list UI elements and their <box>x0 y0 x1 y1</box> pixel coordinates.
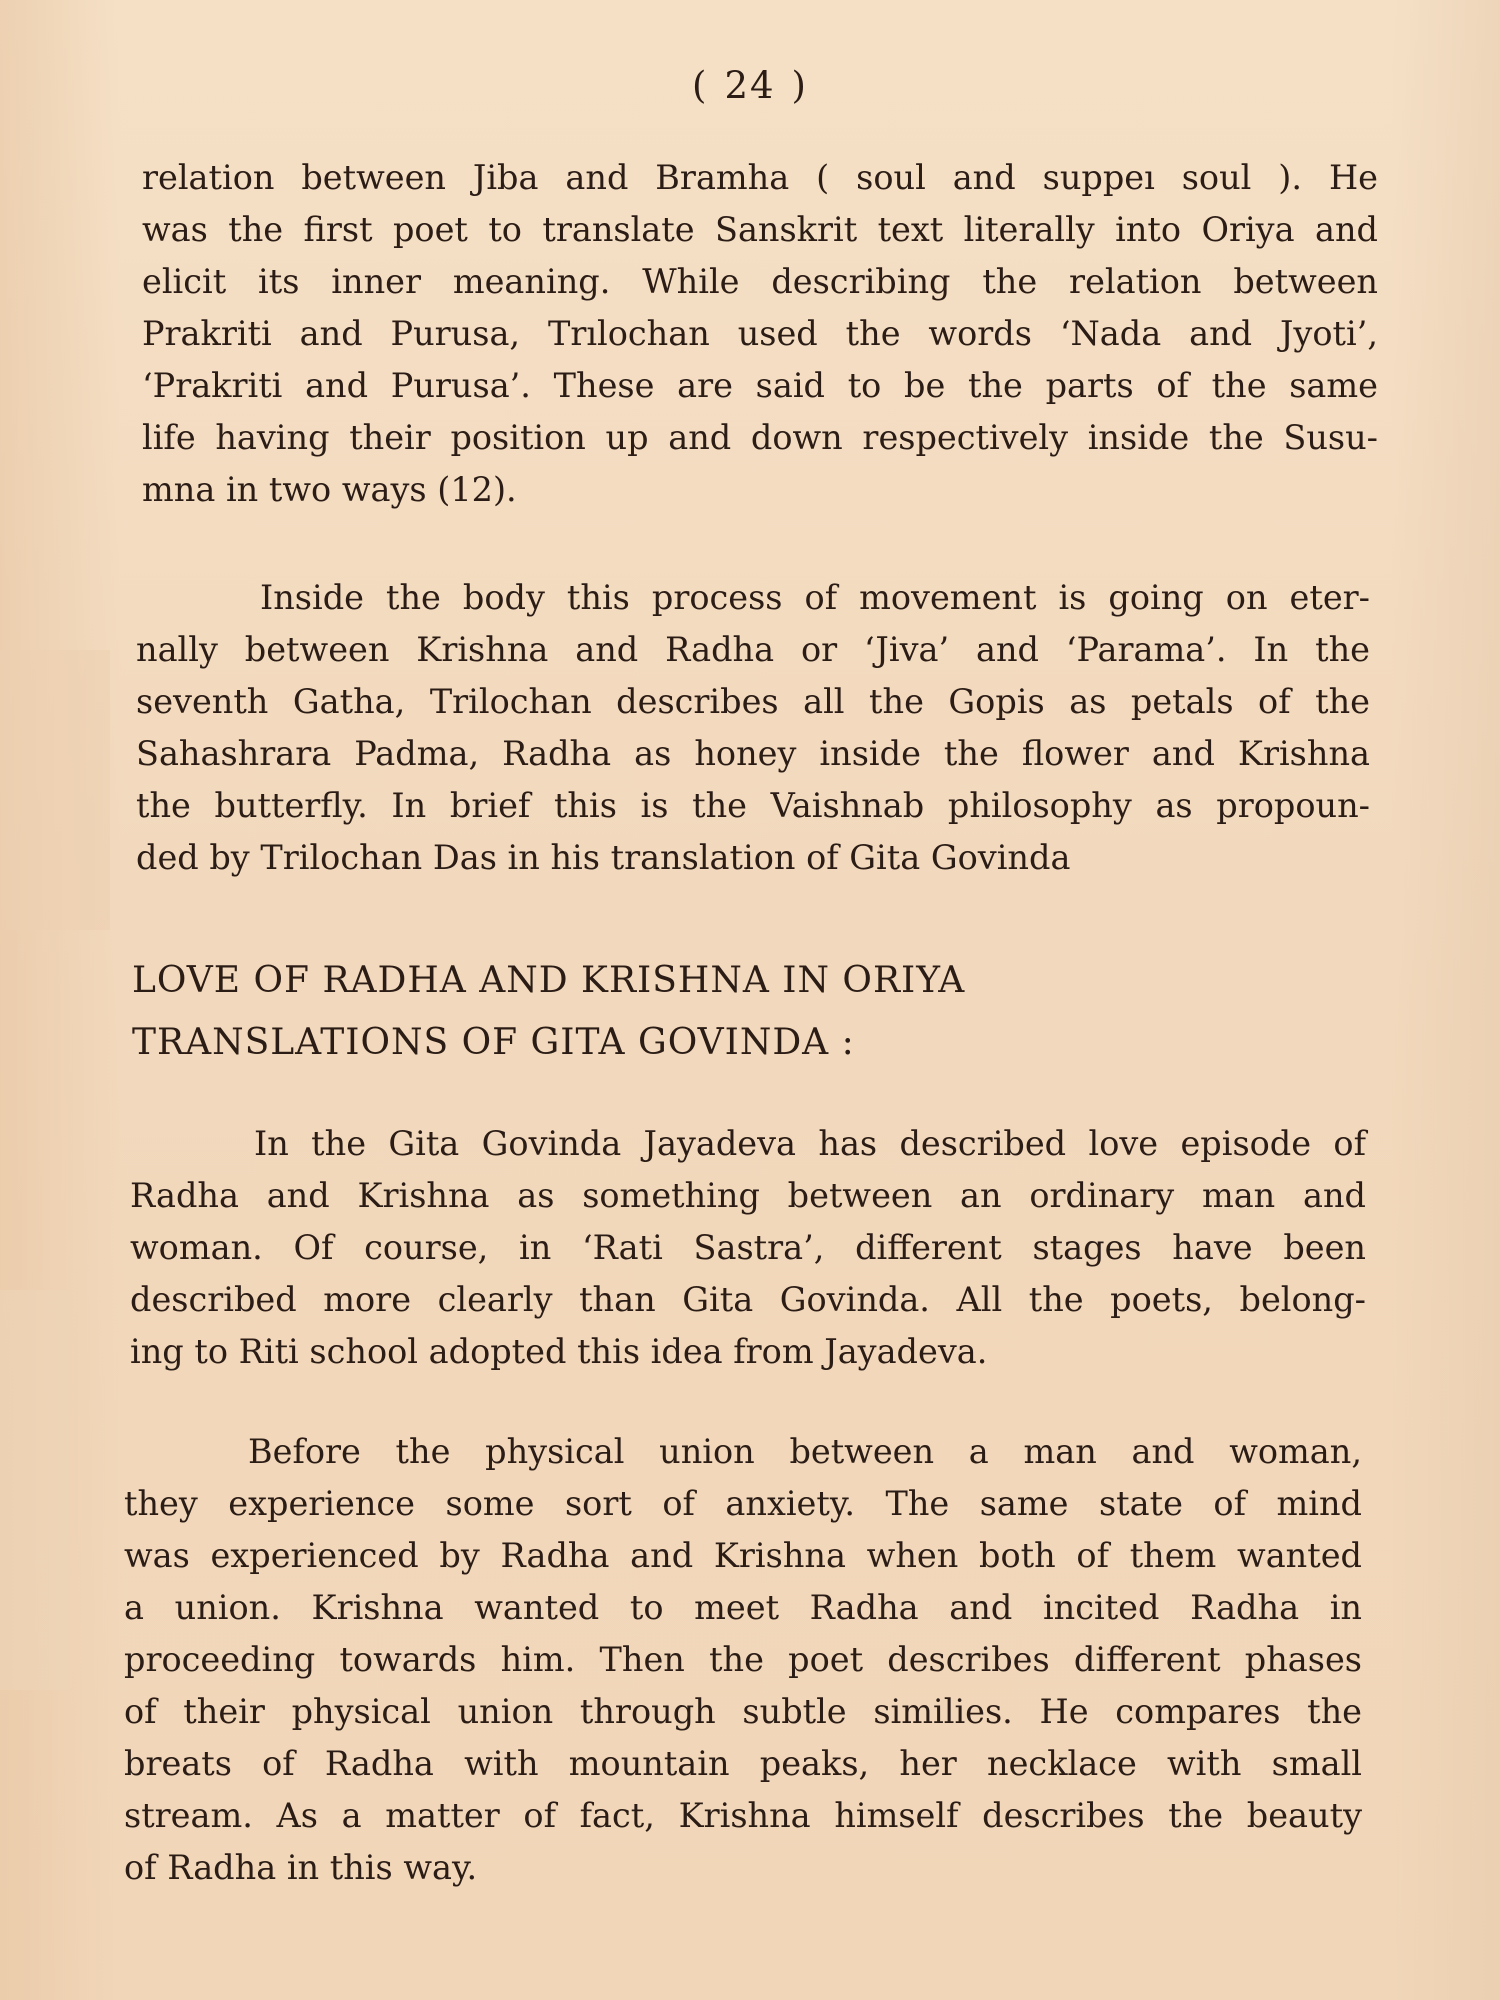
paper-shading <box>0 650 110 930</box>
text-line: stream. As a matter of fact, Krishna himself describes the beauty <box>124 1796 1362 1835</box>
text-line: In the Gita Govinda Jayadeva has described love episode of <box>254 1124 1366 1163</box>
text-line: seventh Gatha, Trilochan describes all the Gopis as petals of the <box>136 682 1370 721</box>
text-line: breats of Radha with mountain peaks, her necklace with small <box>124 1744 1362 1783</box>
text-line: ing to Riti school adopted this idea from Jayadeva. <box>130 1332 988 1371</box>
text-line: woman. Of course, in ‘Rati Sastra’, different stages have been <box>130 1228 1366 1267</box>
text-line: described more clearly than Gita Govinda. All the poets, belong- <box>130 1280 1366 1319</box>
text-line: proceeding towards him. Then the poet describes different phases <box>124 1640 1362 1679</box>
text-line: elicit its inner meaning. While describing the relation between <box>142 262 1378 301</box>
text-line: ded by Trilochan Das in his translation of Gita Govinda <box>136 838 1071 877</box>
text-line: Before the physical union between a man and woman, <box>248 1432 1362 1471</box>
text-line: ‘Prakriti and Purusa’. These are said to be the parts of the same <box>142 366 1378 405</box>
text-line: Prakriti and Purusa, Trılochan used the words ‘Nada and Jyoti’, <box>142 314 1378 353</box>
heading-line: TRANSLATIONS OF GITA GOVINDA : <box>132 1022 855 1063</box>
section-heading <box>132 950 1132 1074</box>
text-line: of Radha in this way. <box>124 1848 478 1887</box>
text-line: of their physical union through subtle similies. He compares the <box>124 1692 1362 1731</box>
paragraph-2 <box>136 572 1370 884</box>
paragraph-3 <box>130 1118 1366 1378</box>
text-line: life having their position up and down respectively inside the Susu- <box>142 418 1378 457</box>
paper-shading <box>0 1290 70 1690</box>
text-line: mna in two ways (12). <box>142 470 517 509</box>
text-line: Inside the body this process of movement is going on eter- <box>260 578 1370 617</box>
text-line: they experience some sort of anxiety. The same state of mind <box>124 1484 1362 1523</box>
text-line: was experienced by Radha and Krishna when both of them wanted <box>124 1536 1362 1575</box>
paragraph-4 <box>124 1426 1362 1894</box>
text-line: the butterfly. In brief this is the Vaishnab philosophy as propoun- <box>136 786 1370 825</box>
page-number: ( 24 ) <box>692 64 808 107</box>
text-line: was the first poet to translate Sanskrit text literally into Oriya and <box>142 210 1378 249</box>
text-line: nally between Krishna and Radha or ‘Jiva’ and ‘Parama’. In the <box>136 630 1370 669</box>
text-line: Sahashrara Padma, Radha as honey inside the flower and Krishna <box>136 734 1370 773</box>
text-line: Radha and Krishna as something between an ordinary man and <box>130 1176 1366 1215</box>
heading-line: LOVE OF RADHA AND KRISHNA IN ORIYA <box>132 960 966 1001</box>
text-line: relation between Jiba and Bramha ( soul and suppeı soul ). He <box>142 158 1378 197</box>
page-number-value: 24 <box>724 64 776 107</box>
text-line: a union. Krishna wanted to meet Radha and incited Radha in <box>124 1588 1362 1627</box>
paragraph-1 <box>142 152 1378 516</box>
